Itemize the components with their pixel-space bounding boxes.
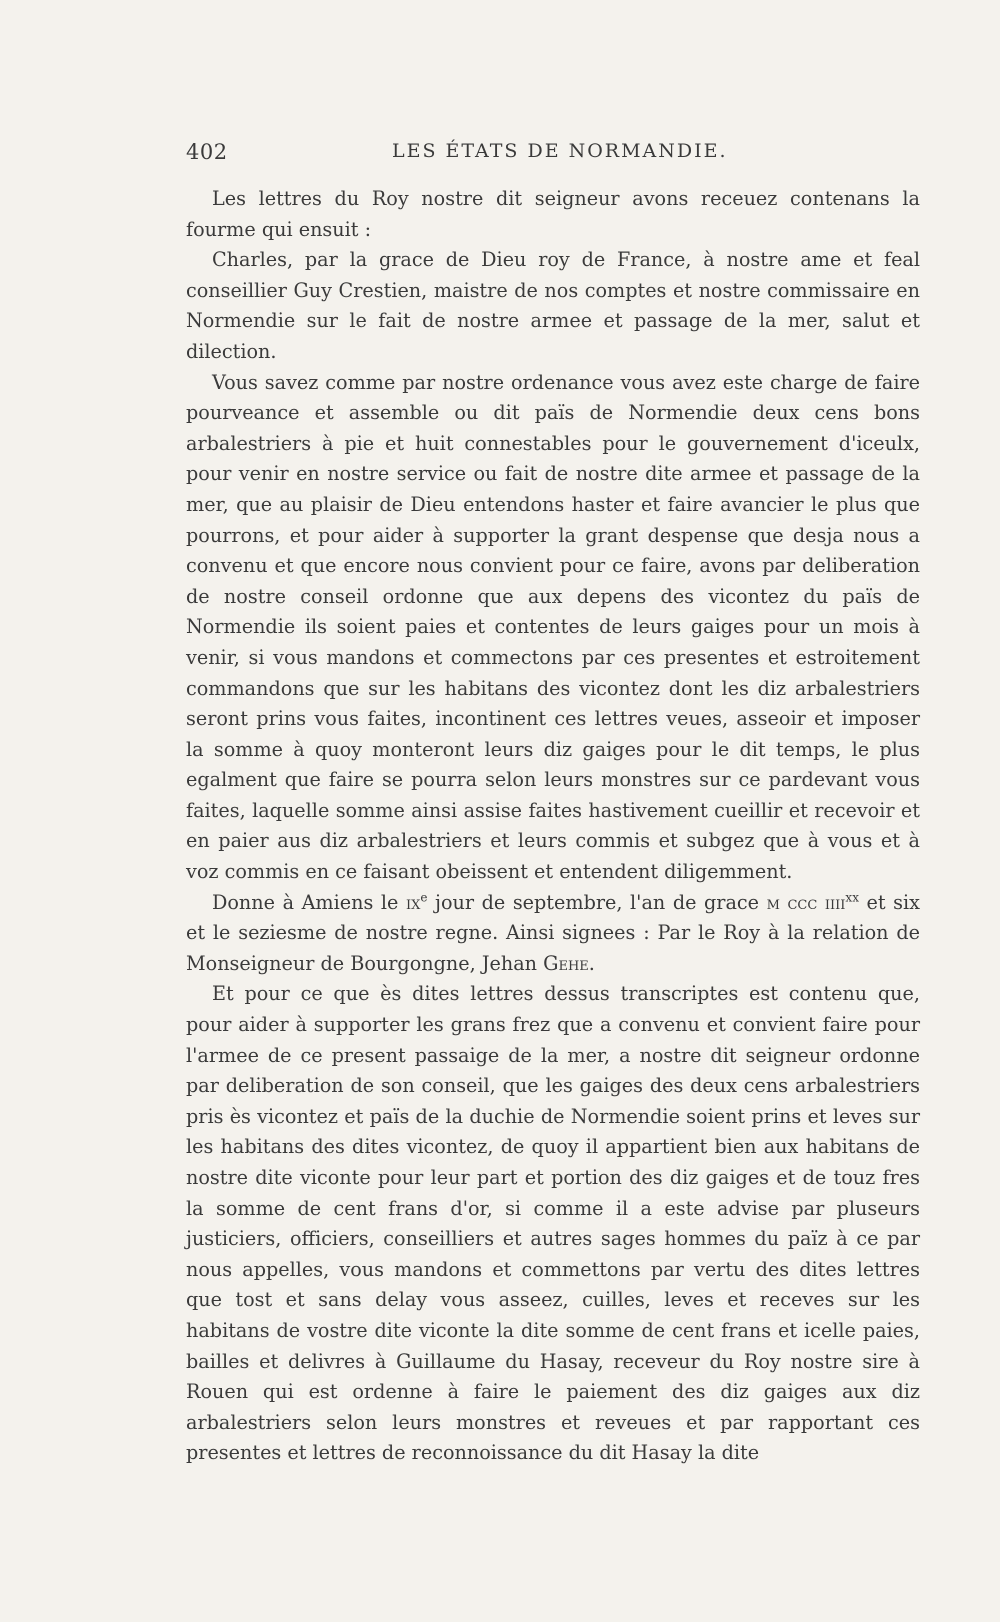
body-text [186, 184, 920, 1469]
paragraph-mandate: Et pour ce que ès dites lettres dessus transcriptes est contenu que, pour aider à supporter les grans frez que a convenu et convient faire pour l'armee de ce present passaige de la mer, a nostre dit seigneur ordonne par deliberation de son conseil, que les gaiges des deux cens arbalestriers pris ès vicontez et païs de la duchie de Normendie soient prins et leves sur les habitans des dites vicontez, de quoy il appartient bien aux habitans de nostre dite viconte pour leur part et portion des diz gaiges et de touz fres la somme de cent frans d'or, si comme il a este advise par pluseurs justiciers, officiers, conseilliers et autres sages hommes du païz à ce par nous appelles, vous mandons et commettons par vertu des dites lettres que tost et sans delay vous asseez, cuilles, leves et receves sur les habitans de vostre dite viconte la dite somme de cent frans et icelle paies, bailles et delivres à Guillaume du Hasay, receveur du Roy nostre sire à Rouen qui est ordenne à faire le paiement des diz gaiges aux diz arbalestriers selon leurs monstres et reveues et par rapportant ces presentes et lettres de reconnoissance du dit Hasay la dite [186, 982, 920, 1465]
dating-day: ix [405, 890, 421, 914]
paragraph-letter-dating [186, 888, 920, 980]
dating-text-2: jour de septembre, l'an de grace [427, 890, 767, 914]
page-header [186, 140, 920, 172]
dating-text-4: . [588, 951, 595, 975]
signer-name: Gehe [543, 951, 589, 975]
paragraph-letter-body: Vous savez comme par nostre ordenance vous avez este charge de faire pourveance et assemble ou dit païs de Normendie deux cens bons arbalestriers à pie et huit connestables pour le gouvernement d'iceulx, pour venir en nostre service ou fait de nostre dite armee et passage de la mer, que au plaisir de Dieu entendons haster et faire avancier le plus que pourrons, et pour aider à supporter la grant despense que desja nous a convenu et que encore nous convient pour ce faire, avons par deliberation de nostre conseil ordonne que aux depens des vicontez du païs de Normendie ils soient paies et contentes de leurs gaiges pour un mois à venir, si vous mandons et commectons par ces presentes et estroitement commandons que sur les habitans des vicontez dont les diz arbalestriers seront prins vous faites, incontinent ces lettres veues, asseoir et imposer la somme à quoy monteront leurs diz gaiges pour le dit temps, le plus egalment que faire se pourra selon leurs monstres sur ce pardevant vous faites, laquelle somme ainsi assise faites hastivement cueillir et recevoir et en paier aus diz arbalestriers et leurs commis et subgez que à vous et à voz commis en ce faisant obeissent et entendent diligemment. [186, 370, 920, 884]
paragraph-letter-salutation: Charles, par la grace de Dieu roy de France, à nostre ame et feal conseillier Guy Crestien, maistre de nos comptes et nostre commissaire en Normendie sur le fait de nostre armee et passage de la mer, salut et dilection. [186, 248, 920, 363]
dating-text-1: Donne à Amiens le [212, 890, 406, 914]
dating-day-superscript: e [420, 890, 428, 905]
paragraph-intro: Les lettres du Roy nostre dit seigneur avons receuez contenans la fourme qui ensuit : [186, 187, 920, 241]
dating-year: m ccc iiii [766, 890, 846, 914]
page-number: 402 [186, 140, 228, 164]
dating-year-superscript: xx [845, 890, 859, 905]
dating-text-3: et six et le seziesme de nostre regne. Ainsi signees : Par le Roy à la relation de Monseigneur de Bourgongne, Jehan [186, 890, 920, 975]
running-title: LES ÉTATS DE NORMANDIE. [392, 140, 728, 162]
